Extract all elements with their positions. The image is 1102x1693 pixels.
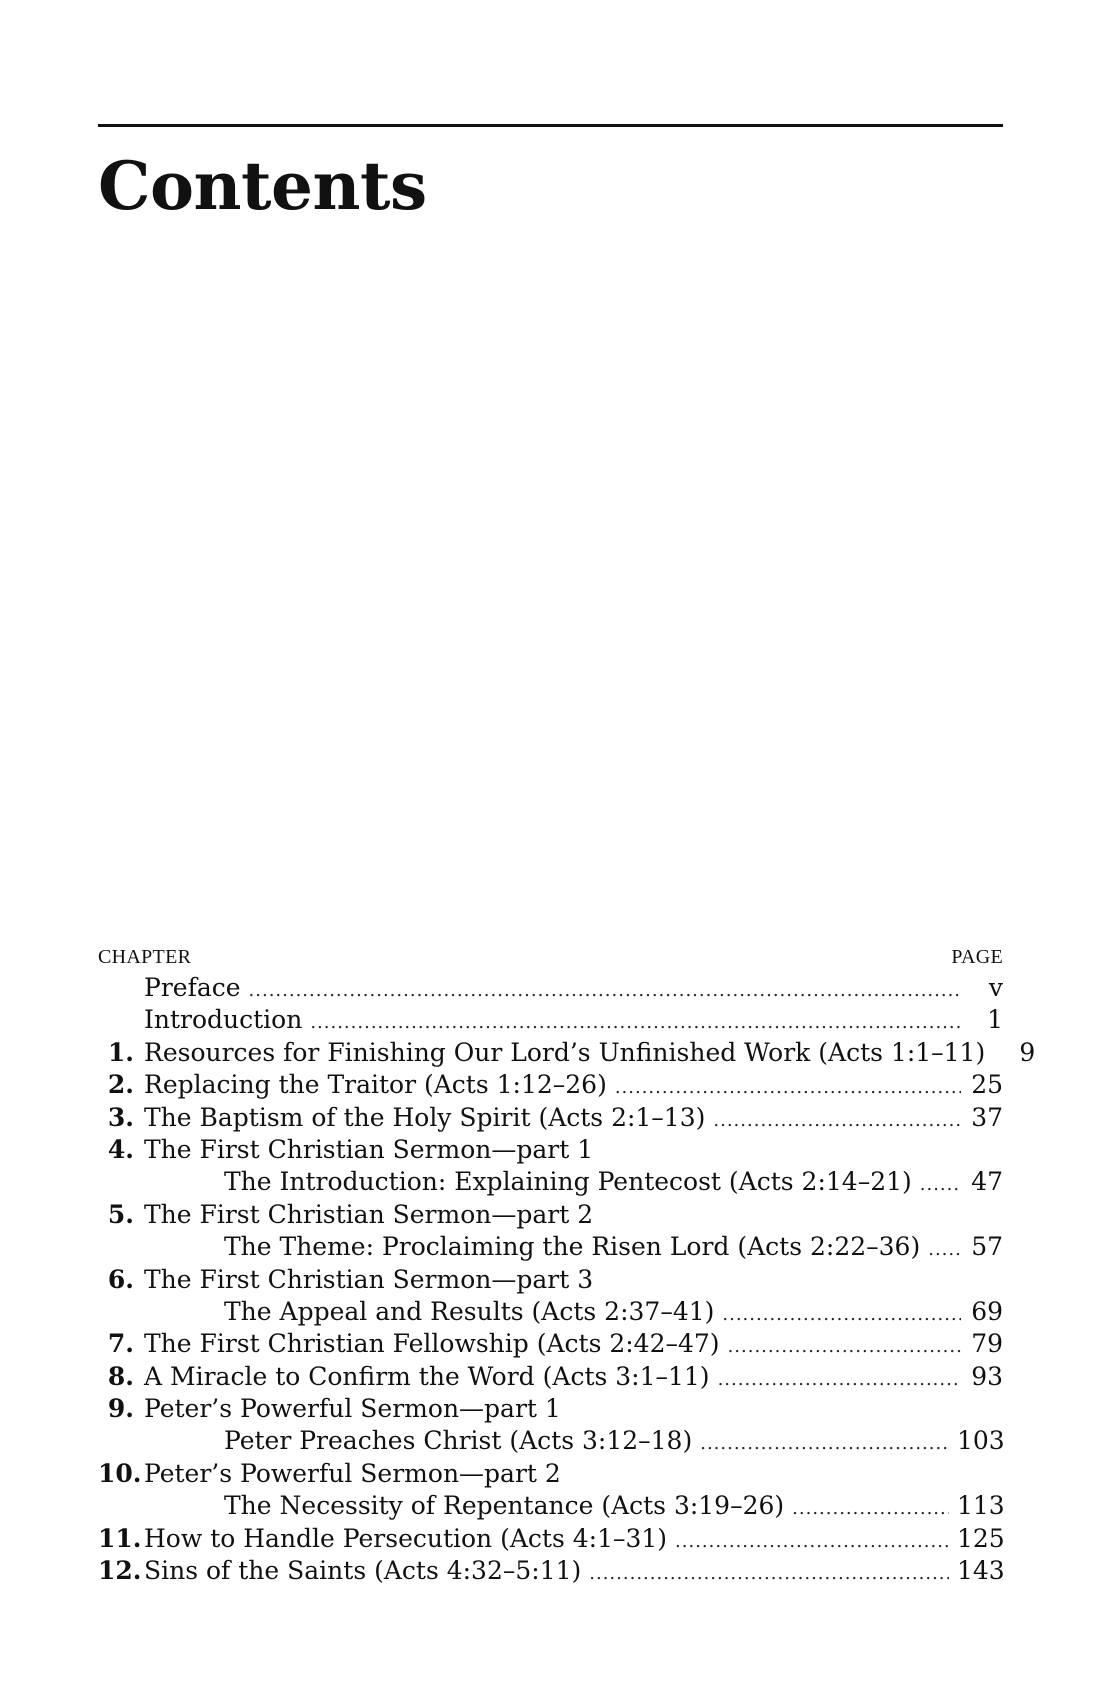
entry-number: 7.: [107, 1329, 134, 1359]
dot-leader: [589, 1558, 949, 1590]
entry-number: 11.: [98, 1523, 142, 1553]
entry-number: 12.: [98, 1556, 142, 1586]
entry-number: 10.: [98, 1458, 142, 1488]
entry-title: Peter’s Powerful Sermon—part 1: [144, 1394, 561, 1424]
entry-title: The Appeal and Results (Acts 2:37–41): [224, 1296, 715, 1326]
entry-title: A Miracle to Confirm the Word (Acts 3:1–11): [144, 1361, 710, 1391]
dot-leader: [310, 1007, 961, 1039]
entry-title: The Baptism of the Holy Spirit (Acts 2:1–13): [144, 1102, 706, 1132]
entry-page: 103: [957, 1426, 1005, 1456]
toc-entry[interactable]: [98, 1555, 1003, 1587]
entry-number: 4.: [107, 1134, 134, 1164]
toc-subentry[interactable]: [98, 1296, 1003, 1328]
toc-entry[interactable]: [98, 1361, 1003, 1393]
toc-entry[interactable]: [98, 1037, 1036, 1069]
toc-entry[interactable]: [98, 972, 1003, 1004]
entry-number: 6.: [107, 1264, 134, 1294]
entry-title: The First Christian Fellowship (Acts 2:42–47): [144, 1329, 720, 1359]
toc-entry-heading[interactable]: [98, 1393, 1003, 1425]
dot-leader: [722, 1299, 961, 1331]
entry-number: 1.: [107, 1037, 134, 1067]
page-title: Contents: [98, 147, 427, 225]
chapter-column-label: CHAPTER: [98, 946, 192, 968]
table-of-contents: [98, 942, 1036, 1587]
entry-page: 1: [987, 1005, 1003, 1035]
entry-title: How to Handle Persecution (Acts 4:1–31): [144, 1523, 668, 1553]
toc-entry[interactable]: [98, 1069, 1003, 1101]
entry-title: Peter’s Powerful Sermon—part 2: [144, 1458, 561, 1488]
entry-page: 79: [971, 1329, 1003, 1359]
entry-number: 2.: [107, 1070, 134, 1100]
entry-title: The Necessity of Repentance (Acts 3:19–26): [224, 1491, 785, 1521]
entry-page: 9: [1019, 1037, 1036, 1067]
toc-subentry[interactable]: [98, 1166, 1003, 1198]
entry-page: v: [988, 973, 1003, 1002]
toc-entry-heading[interactable]: [98, 1458, 1003, 1490]
dot-leader: [700, 1428, 949, 1460]
dot-leader: [615, 1072, 961, 1104]
entry-title: The Theme: Proclaiming the Risen Lord (Acts 2:22–36): [224, 1232, 921, 1262]
toc-entry-heading[interactable]: [98, 1264, 1003, 1296]
entry-page: 93: [971, 1361, 1003, 1391]
entry-page: 57: [971, 1232, 1003, 1262]
page-column-label: PAGE: [951, 946, 1003, 968]
entry-title: Preface: [144, 973, 241, 1002]
entry-page: 47: [971, 1167, 1003, 1197]
header-rule: [98, 124, 1003, 127]
dot-leader: [728, 1331, 961, 1363]
toc-entry-heading[interactable]: [98, 1199, 1003, 1231]
entry-title: The Introduction: Explaining Pentecost (Acts 2:14–21): [224, 1167, 912, 1197]
entry-page: 143: [957, 1556, 1005, 1586]
toc-subentry[interactable]: [98, 1490, 1003, 1522]
toc-header: [98, 942, 1003, 972]
entry-title: Sins of the Saints (Acts 4:32–5:11): [144, 1556, 582, 1586]
entry-title: Peter Preaches Christ (Acts 3:12–18): [224, 1426, 693, 1456]
toc-entry[interactable]: [98, 1004, 1003, 1036]
toc-entry[interactable]: [98, 1328, 1003, 1360]
dot-leader: [249, 975, 961, 1007]
toc-entry[interactable]: [98, 1102, 1003, 1134]
entry-page: 69: [971, 1296, 1003, 1326]
entry-number: 9.: [107, 1394, 134, 1424]
entry-page: 37: [971, 1102, 1003, 1132]
dot-leader: [928, 1234, 961, 1266]
dot-leader: [675, 1526, 949, 1558]
entry-number: 5.: [107, 1199, 134, 1229]
entry-title: The First Christian Sermon—part 2: [144, 1199, 594, 1229]
toc-entry[interactable]: [98, 1523, 1003, 1555]
toc-entry-heading[interactable]: [98, 1134, 1003, 1166]
entry-title: The First Christian Sermon—part 1: [144, 1134, 594, 1164]
dot-leader: [718, 1364, 961, 1396]
entry-title: Introduction: [144, 1005, 303, 1035]
entry-number: 3.: [107, 1102, 134, 1132]
toc-subentry[interactable]: [98, 1231, 1003, 1263]
entry-number: 8.: [107, 1361, 134, 1391]
entry-title: Replacing the Traitor (Acts 1:12–26): [144, 1070, 607, 1100]
toc-subentry[interactable]: [98, 1425, 1003, 1457]
dot-leader: [792, 1493, 949, 1525]
entry-title: Resources for Finishing Our Lord’s Unfinished Work (Acts 1:1–11): [144, 1037, 986, 1067]
entry-title: The First Christian Sermon—part 3: [144, 1264, 594, 1294]
entry-page: 125: [957, 1523, 1005, 1553]
entry-page: 113: [957, 1491, 1005, 1521]
entry-page: 25: [971, 1070, 1003, 1100]
dot-leader: [713, 1105, 961, 1137]
dot-leader: [920, 1169, 961, 1201]
